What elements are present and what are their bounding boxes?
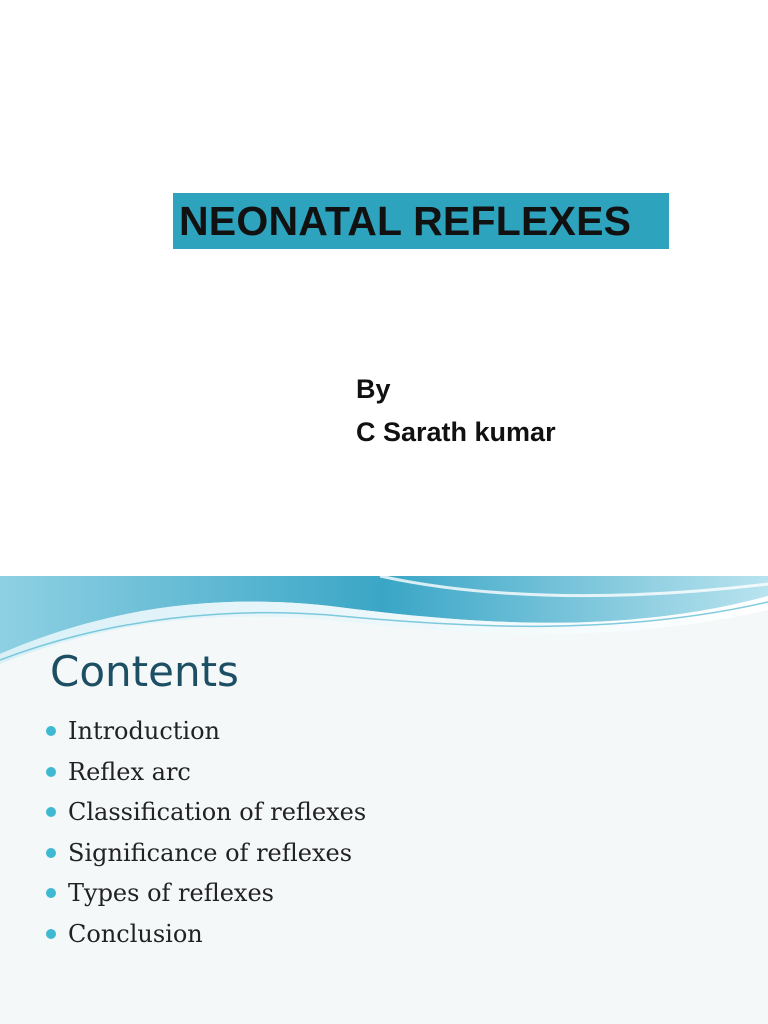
list-item-label: Significance of reflexes: [68, 838, 353, 867]
list-item: [44, 833, 366, 874]
contents-heading: Contents: [50, 647, 239, 696]
by-label: By: [356, 374, 391, 404]
slide-title: NEONATAL REFLEXES: [179, 198, 632, 244]
contents-slide: [0, 576, 768, 1024]
bullet-dot-icon: [46, 767, 56, 777]
bullet-dot-icon: [46, 848, 56, 858]
bullet-dot-icon: [46, 807, 56, 817]
bullet-dot-icon: [46, 888, 56, 898]
list-item: [44, 873, 366, 914]
bullet-dot-icon: [46, 929, 56, 939]
title-banner: [173, 193, 669, 249]
contents-list: [44, 711, 366, 955]
bullet-dot-icon: [46, 726, 56, 736]
list-item-label: Conclusion: [68, 919, 203, 948]
list-item-label: Introduction: [68, 717, 220, 745]
list-item-label: Types of reflexes: [68, 879, 274, 908]
list-item: [44, 711, 366, 752]
list-item: [44, 914, 366, 955]
author-name: C Sarath kumar: [356, 417, 556, 447]
list-item-label: Reflex arc: [68, 757, 191, 786]
list-item: [44, 792, 366, 833]
list-item-label: Classification of reflexes: [68, 798, 367, 827]
byline: [356, 368, 556, 454]
list-item: [44, 752, 366, 793]
